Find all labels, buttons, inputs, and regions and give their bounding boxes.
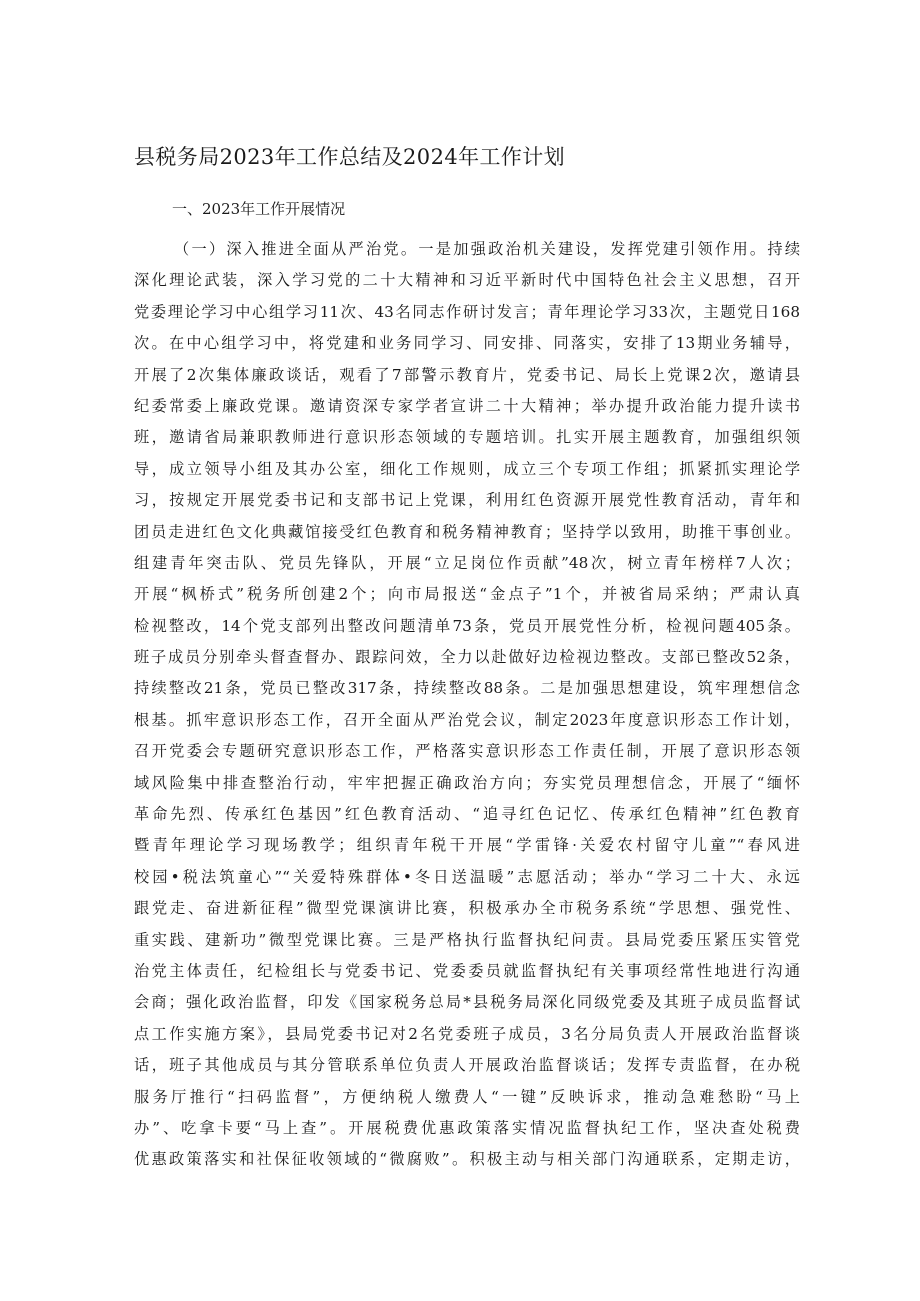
paragraph-line: 持续整改21条，党员已整改317条，持续整改88条。二是加强思想建设，筑牢理想信念	[134, 679, 800, 698]
paragraph-line: 团员走进红色文化典藏馆接受红色教育和税务精神教育；坚持学以致用，助推干事创业。	[134, 522, 800, 541]
paragraph-line: 革命先烈、传承红色基因”红色教育活动、“追寻红色记忆、传承红色精神”红色教育	[134, 805, 800, 824]
paragraph-line: 班子成员分别牵头督查督办、跟踪问效，全力以赴做好边检视边整改。支部已整改52条，	[134, 648, 800, 667]
paragraph-line: 开展“枫桥式”税务所创建2个；向市局报送“金点子”1个，并被省局采纳；严肃认真	[134, 585, 800, 604]
paragraph-line: 深化理论武装，深入学习党的二十大精神和习近平新时代中国特色社会主义思想，召开	[134, 271, 800, 290]
document-title: 县税务局2023年工作总结及2024年工作计划	[134, 145, 566, 169]
paragraph-line: 习，按规定开展党委书记和支部书记上党课，利用红色资源开展党性教育活动，青年和	[134, 491, 800, 510]
paragraph-line: 服务厅推行“扫码监督”，方便纳税人缴费人“一键”反映诉求，推动急难愁盼“马上	[134, 1087, 800, 1106]
paragraph-line: 次。在中心组学习中，将党建和业务同学习、同安排、同落实，安排了13期业务辅导，	[134, 334, 800, 353]
paragraph-line: 治党主体责任，纪检组长与党委书记、党委委员就监督执纪有关事项经常性地进行沟通	[134, 961, 800, 980]
paragraph-line: （一）深入推进全面从严治党。一是加强政治机关建设，发挥党建引领作用。持续	[174, 240, 800, 258]
paragraph-line: 开展了2次集体廉政谈话，观看了7部警示教育片，党委书记、局长上党课2次，邀请县	[134, 365, 800, 384]
paragraph-line: 话，班子其他成员与其分管联系单位负责人开展政治监督谈话；发挥专责监督，在办税	[134, 1056, 800, 1075]
paragraph-line: 校园•税法筑童心”“关爱特殊群体•冬日送温暖”志愿活动；举办“学习二十大、永远	[134, 867, 800, 886]
paragraph-line: 点工作实施方案》，县局党委书记对2名党委班子成员，3名分局负责人开展政治监督谈	[134, 1024, 800, 1043]
paragraph-line: 纪委常委上廉政党课。邀请资深专家学者宣讲二十大精神；举办提升政治能力提升读书	[134, 396, 800, 415]
paragraph-line: 域风险集中排查整治行动，牢牢把握正确政治方向；夯实党员理想信念，开展了“缅怀	[134, 773, 800, 792]
paragraph-line: 重实践、建新功”微型党课比赛。三是严格执行监督执纪问责。县局党委压紧压实管党	[134, 930, 800, 949]
paragraph-line: 暨青年理论学习现场教学；组织青年税干开展“学雷锋·关爱农村留守儿童”“春风进	[134, 836, 800, 855]
paragraph-line: 会商；强化政治监督，印发《国家税务总局*县税务局深化同级党委及其班子成员监督试	[134, 993, 800, 1012]
paragraph-line: 检视整改，14个党支部列出整改问题清单73条，党员开展党性分析，检视问题405条。	[134, 616, 800, 635]
paragraph-line: 办”、吃拿卡要“马上查”。开展税费优惠政策落实情况监督执纪工作，坚决查处税费	[134, 1118, 800, 1137]
paragraph-line: 党委理论学习中心组学习11次、43名同志作研讨发言；青年理论学习33次，主题党日168	[134, 302, 800, 321]
paragraph-line: 优惠政策落实和社保征收领域的“微腐败”。积极主动与相关部门沟通联系，定期走访，	[134, 1150, 800, 1169]
paragraph-line: 组建青年突击队、党员先锋队，开展“立足岗位作贡献”48次，树立青年榜样7人次；	[134, 553, 800, 572]
paragraph-line: 跟党走、奋进新征程”微型党课演讲比赛，积极承办全市税务系统“学思想、强党性、	[134, 899, 800, 918]
paragraph-line: 根基。抓牢意识形态工作，召开全面从严治党会议，制定2023年度意识形态工作计划，	[134, 710, 800, 729]
paragraph-line: 导，成立领导小组及其办公室，细化工作规则，成立三个专项工作组；抓紧抓实理论学	[134, 459, 800, 478]
paragraph-line: 召开党委会专题研究意识形态工作，严格落实意识形态工作责任制，开展了意识形态领	[134, 742, 800, 761]
body-paragraph	[134, 234, 800, 1176]
section-heading: 一、2023年工作开展情况	[172, 200, 346, 218]
paragraph-line: 班，邀请省局兼职教师进行意识形态领域的专题培训。扎实开展主题教育，加强组织领	[134, 428, 800, 447]
